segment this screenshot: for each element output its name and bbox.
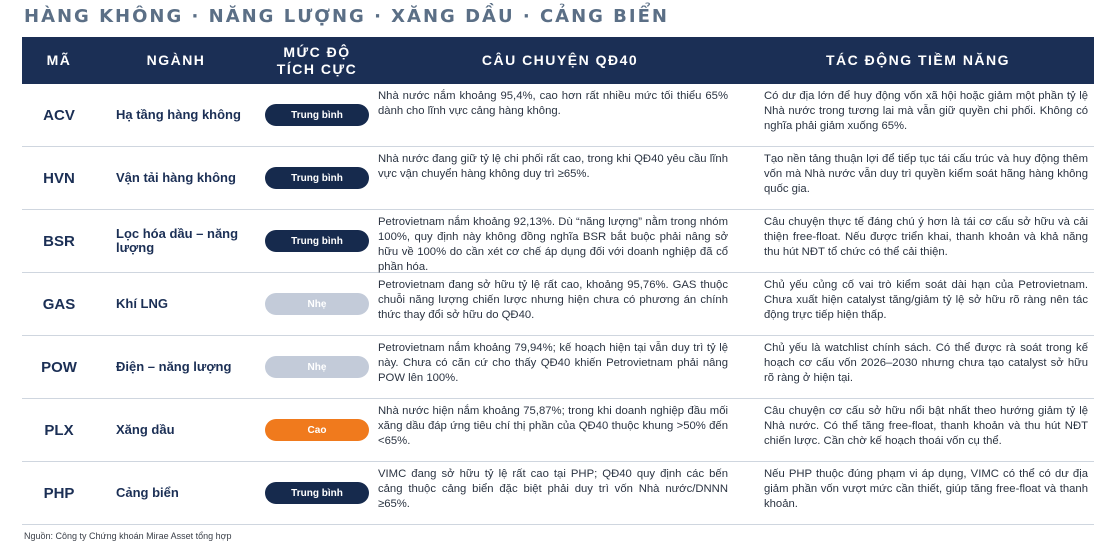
cell-story: VIMC đang sở hữu tỷ lệ rất cao tại PHP; QĐ40 quy định các bến cảng thuộc cảng biển đặc biệt phải duy trì vốn Nhà nước/DNNN ≥65%. <box>378 468 728 510</box>
cell-level <box>256 147 378 209</box>
level-badge: Trung bình <box>265 104 369 126</box>
cell-nganh: Cảng biển <box>116 484 179 500</box>
cell-ma: HVN <box>43 169 75 187</box>
cell-level <box>256 399 378 461</box>
cell-impact: Tạo nền tảng thuận lợi để tiếp tục tái cấu trúc và huy động thêm vốn mà Nhà nước vẫn duy trì quyền kiểm soát hãng hàng không quốc gia. <box>764 153 1088 195</box>
cell-story: Nhà nước đang giữ tỷ lệ chi phối rất cao, trong khi QĐ40 yêu cầu lĩnh vực vận chuyển hàng không duy trì ≥65%. <box>378 153 728 180</box>
header-ma: MÃ <box>46 52 72 69</box>
cell-nganh: Hạ tầng hàng không <box>116 106 241 122</box>
qd40-sector-table <box>22 37 1094 525</box>
cell-story: Petrovietnam nắm khoảng 79,94%; kế hoạch hiện tại vẫn duy trì tỷ lệ này. Chưa có căn cứ cho thấy QĐ40 khiến Petrovietnam phải nâng POW lên 100%. <box>378 342 728 384</box>
cell-level <box>256 273 378 335</box>
table-header <box>22 37 1094 84</box>
cell-ma: POW <box>41 358 77 376</box>
cell-nganh: Vận tải hàng không <box>116 169 236 185</box>
table-row <box>22 399 1094 462</box>
cell-impact: Nếu PHP thuộc đúng phạm vi áp dụng, VIMC có thể có dư địa giảm phần vốn vượt mức cần thiết, giúp tăng free-float và thanh khoản. <box>764 468 1088 510</box>
cell-level <box>256 462 378 524</box>
page-title: HÀNG KHÔNG · NĂNG LƯỢNG · XĂNG DẦU · CẢNG BIỂN <box>24 6 669 27</box>
cell-ma: GAS <box>42 295 76 313</box>
cell-nganh: Khí LNG <box>116 295 168 311</box>
cell-impact: Câu chuyện thực tế đáng chú ý hơn là tái cơ cấu sở hữu và cải thiện free-float. Nếu được triển khai, thanh khoản và khả năng thu hút NĐT tổ chức có thể cải thiện. <box>764 216 1088 258</box>
table-body <box>22 84 1094 525</box>
cell-ma: PHP <box>43 484 75 502</box>
level-badge: Trung bình <box>265 167 369 189</box>
table-row <box>22 210 1094 273</box>
table-row <box>22 336 1094 399</box>
table-row <box>22 273 1094 336</box>
header-story: CÂU CHUYỆN QĐ40 <box>481 52 639 69</box>
table-row <box>22 147 1094 210</box>
cell-impact: Chủ yếu là watchlist chính sách. Có thể được rà soát trong kế hoạch cơ cấu vốn 2026–2030 nhưng chưa tạo catalyst sở hữu rõ ràng ở hiện tại. <box>764 342 1088 384</box>
cell-level <box>256 210 378 272</box>
header-level-text <box>277 44 357 76</box>
source-note: Nguồn: Công ty Chứng khoán Mirae Asset tổng hợp <box>24 531 232 541</box>
cell-ma: PLX <box>44 421 74 439</box>
cell-ma: ACV <box>43 106 75 124</box>
header-nganh: NGÀNH <box>146 52 206 69</box>
level-badge: Trung bình <box>265 482 369 504</box>
cell-ma: BSR <box>43 232 75 250</box>
table-row <box>22 462 1094 525</box>
cell-nganh: Điện – năng lượng <box>116 358 232 374</box>
level-badge: Cao <box>265 419 369 441</box>
cell-level <box>256 336 378 398</box>
cell-impact: Câu chuyện cơ cấu sở hữu nổi bật nhất theo hướng giảm tỷ lệ Nhà nước. Có thể tăng free-float, thanh khoản và thu hút NĐT chiến lược. Cần chờ kế hoạch thoái vốn cụ thể. <box>764 405 1088 447</box>
header-level-line2: TÍCH CỰC <box>276 60 358 77</box>
cell-story: Petrovietnam nắm khoảng 92,13%. Dù “năng lượng” nằm trong nhóm 100%, quy định này không đồng nghĩa BSR bắt buộc phải nâng sở hữu về 100% do cần xét cơ chế áp dụng đối với doanh nghiệp đã cổ phần hóa. <box>378 216 728 273</box>
cell-impact: Có dư địa lớn để huy động vốn xã hội hoặc giảm một phần tỷ lệ Nhà nước trong tương lai mà vẫn giữ quyền chi phối. Không có nghĩa phải giảm xuống 65%. <box>764 90 1088 132</box>
cell-story: Petrovietnam đang sở hữu tỷ lệ rất cao, khoảng 95,76%. GAS thuộc chuỗi năng lượng chiến lược nhưng hiện chưa có phương án chính thức thay đổi sở hữu do QĐ40. <box>378 279 728 321</box>
cell-impact: Chủ yếu củng cố vai trò kiểm soát dài hạn của Petrovietnam. Chưa xuất hiện catalyst tăng/giảm tỷ lệ sở hữu rõ ràng nên tác động trực tiếp hiện thấp. <box>764 279 1088 321</box>
table-row <box>22 84 1094 147</box>
level-badge: Trung bình <box>265 230 369 252</box>
header-impact: TÁC ĐỘNG TIỀM NĂNG <box>825 52 1011 69</box>
header-level-line1: MỨC ĐỘ <box>283 44 351 61</box>
cell-nganh: Lọc hóa dầu – năng lượng <box>116 225 239 255</box>
cell-story: Nhà nước hiện nắm khoảng 75,87%; trong khi doanh nghiệp đầu mối xăng dầu đáp ứng tiêu chí thị phần của QĐ40 thuộc khung >50% đến <65%. <box>378 405 728 447</box>
level-badge: Nhẹ <box>265 356 369 378</box>
cell-story: Nhà nước nắm khoảng 95,4%, cao hơn rất nhiều mức tối thiểu 65% dành cho lĩnh vực cảng hàng không. <box>378 90 728 117</box>
level-badge: Nhẹ <box>265 293 369 315</box>
header-level <box>256 37 378 84</box>
cell-nganh: Xăng dầu <box>116 421 175 437</box>
cell-level <box>256 84 378 146</box>
